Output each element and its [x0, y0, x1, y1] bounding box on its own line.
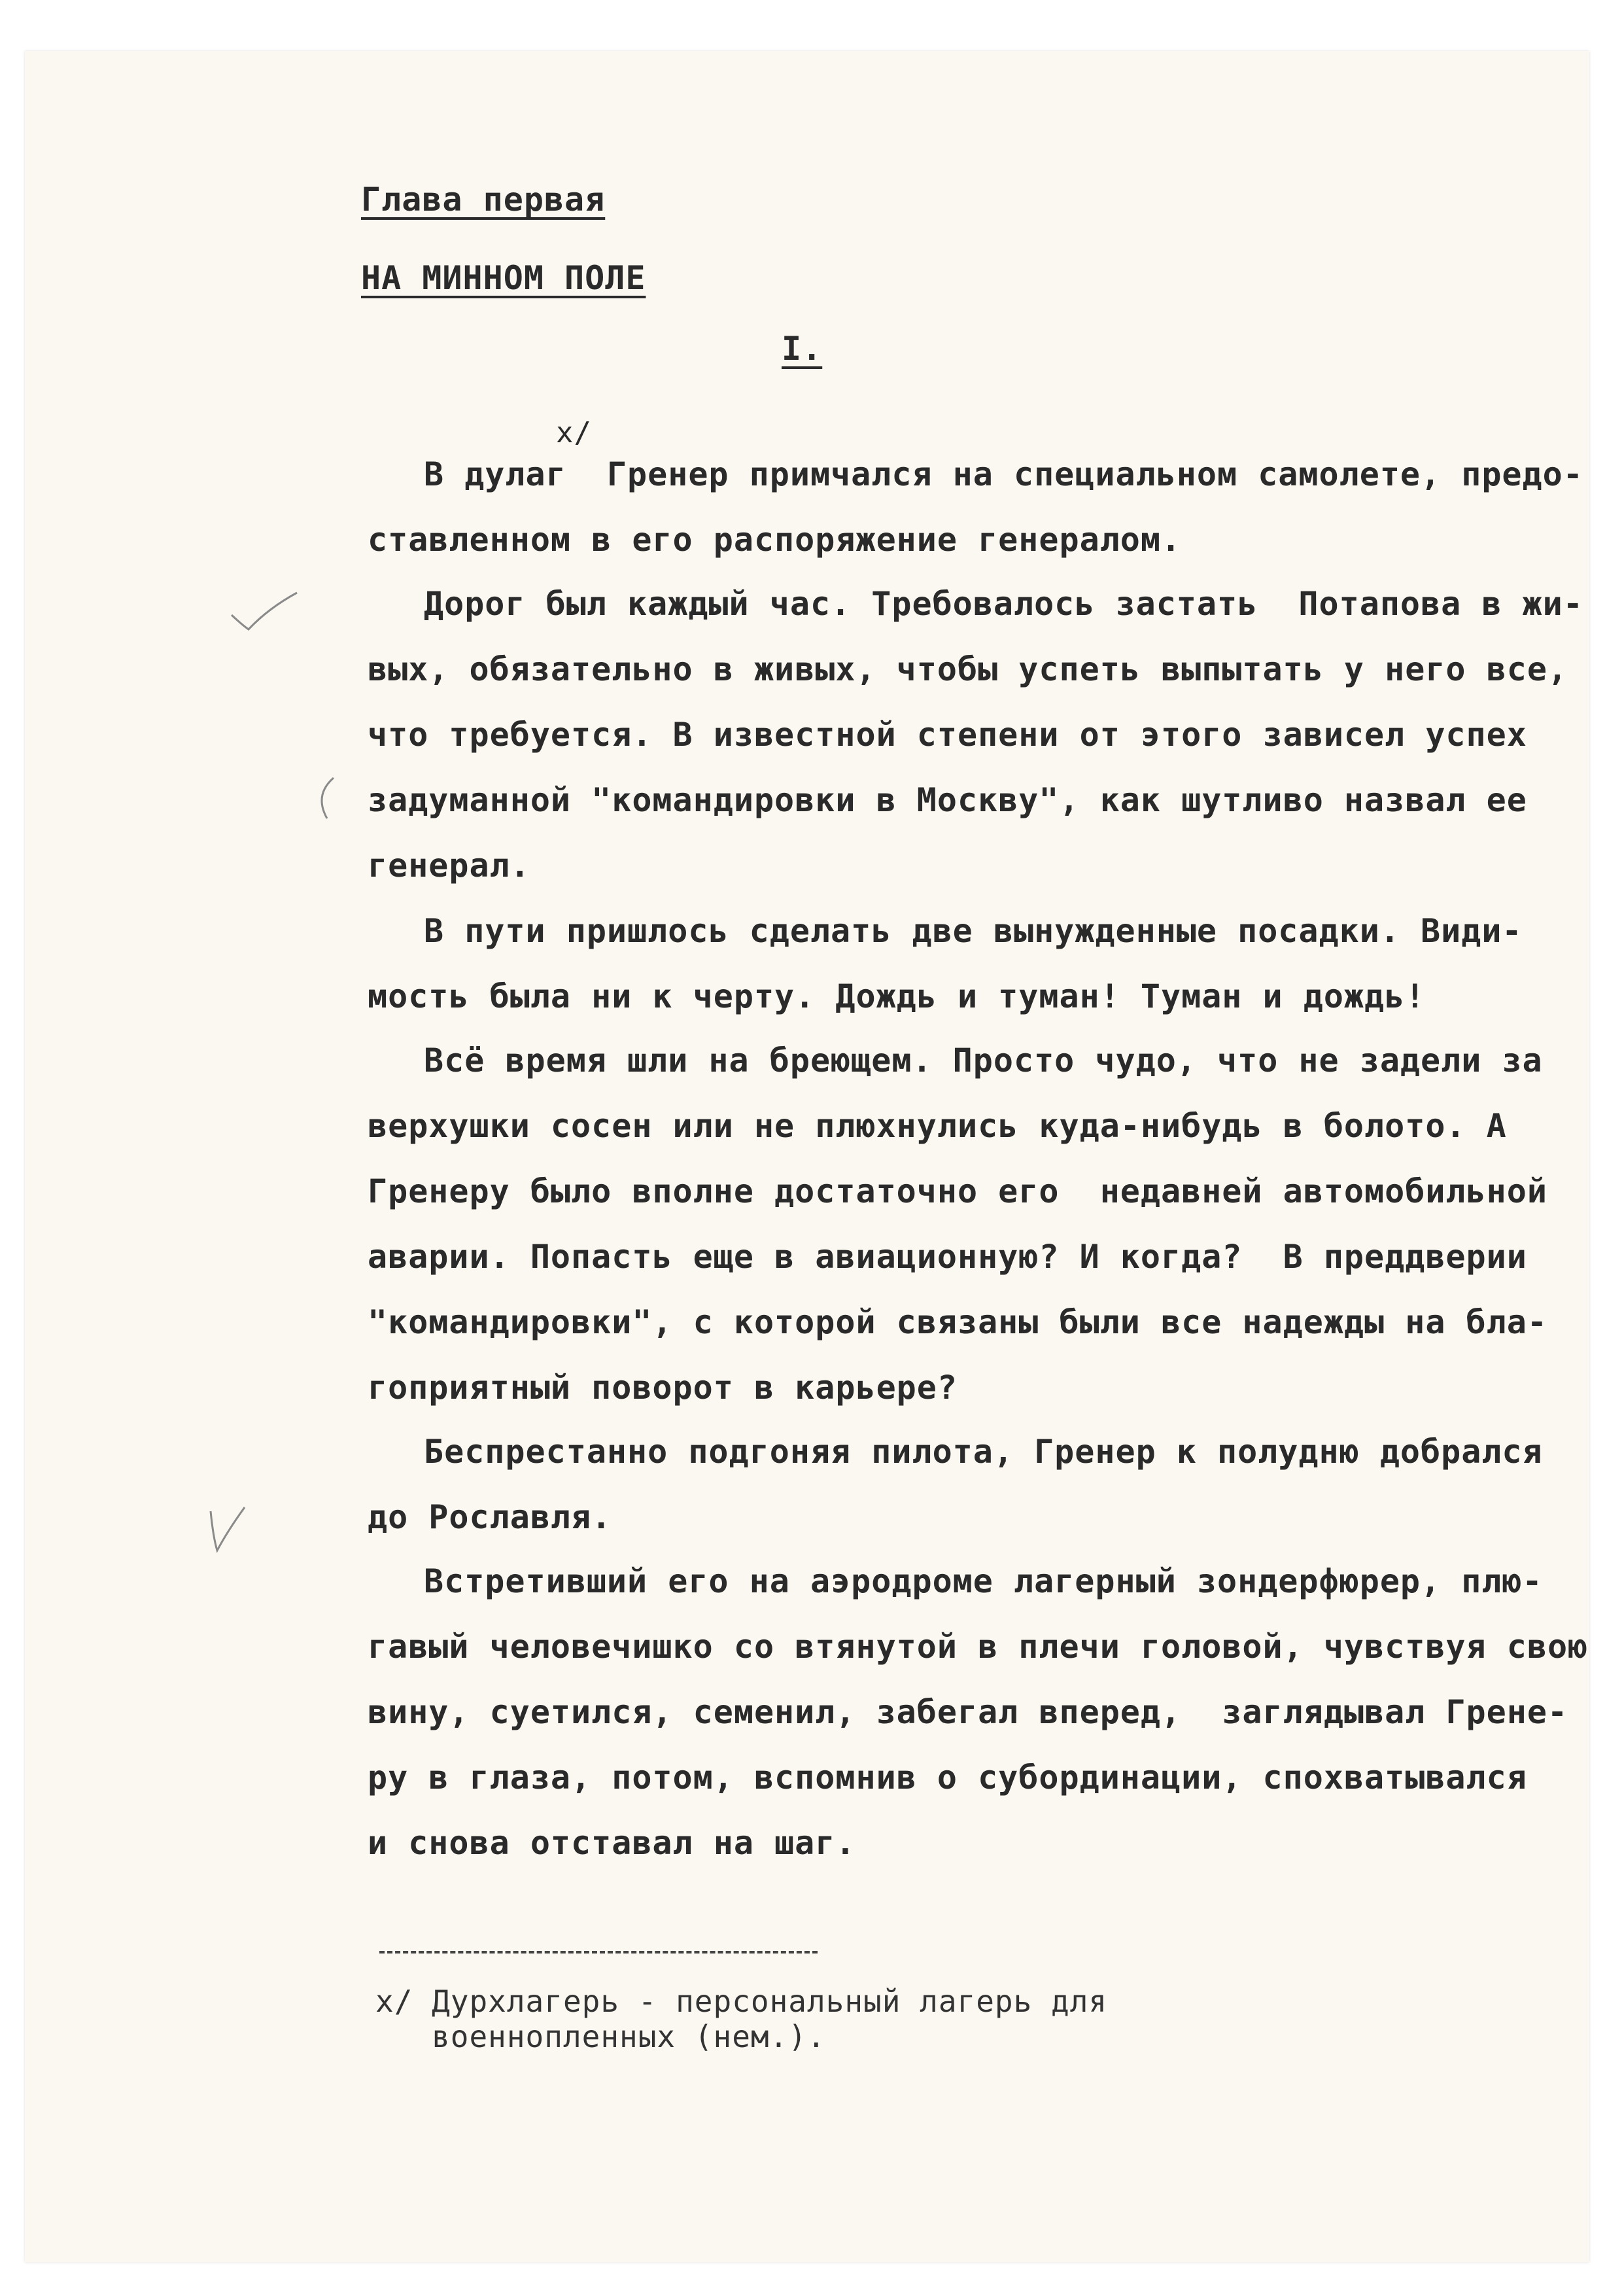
paragraph-line: В пути пришлось сделать две вынужденные посадки. Види-: [424, 912, 1523, 950]
footnote-line: х/ Дурхлагерь - персональный лагерь для: [375, 1984, 1108, 2019]
pencil-check-mark-icon: [229, 589, 301, 635]
section-number: I.: [782, 330, 823, 368]
footnote-separator: [379, 1951, 818, 1953]
paragraph-line: аварии. Попасть еще в авиационную? И когда? В преддверии: [368, 1238, 1527, 1276]
typewritten-page: [25, 51, 1589, 2262]
paragraph-line: вых, обязательно в живых, чтобы успеть выпытать у него все,: [368, 650, 1568, 688]
paragraph-line: Беспрестанно подгоняя пилота, Гренер к полудню добрался: [424, 1433, 1543, 1471]
paragraph-line: ру в глаза, потом, вспомнив о субординации, спохватывался: [368, 1759, 1527, 1796]
paragraph-line: Встретивший его на аэродроме лагерный зондерфюрер, плю-: [424, 1562, 1543, 1600]
paragraph-line: ставленном в его распоряжение генералом.: [368, 521, 1182, 559]
paragraph-line: Дорог был каждый час. Требовалось застать Потапова в жи-: [424, 585, 1583, 623]
paragraph-line: Всё время шли на бреющем. Просто чудо, что не задели за: [424, 1042, 1543, 1079]
paragraph-line: "командировки", с которой связаны были все надежды на бла-: [368, 1303, 1547, 1341]
footnote-line: военнопленных (нем.).: [375, 2019, 826, 2054]
paragraph-line: вину, суетился, семенил, забегал вперед, заглядывал Грене-: [368, 1693, 1568, 1731]
pencil-bracket-mark-icon: [307, 775, 340, 821]
paragraph-line: верхушки сосен или не плюхнулись куда-нибудь в болото. А: [368, 1107, 1507, 1145]
paragraph-line: до Рославля.: [368, 1498, 612, 1536]
paragraph-line: гавый человечишко со втянутой в плечи головой, чувствуя свою: [368, 1628, 1589, 1666]
paragraph-line: генерал.: [368, 847, 530, 885]
paragraph-line: что требуется. В известной степени от этого зависел успех: [368, 716, 1527, 754]
chapter-subtitle: НА МИННОМ ПОЛЕ: [361, 259, 646, 297]
paragraph-line: задуманной "командировки в Москву", как шутливо назвал ее: [368, 781, 1527, 819]
footnote-marker: х/: [556, 416, 592, 449]
pencil-check-mark-icon: [208, 1505, 247, 1554]
paragraph-line: мость была ни к черту. Дождь и туман! Туман и дождь!: [368, 977, 1426, 1015]
paragraph-line: Гренеру было вполне достаточно его недавней автомобильной: [368, 1172, 1547, 1210]
paragraph-line: гоприятный поворот в карьере?: [368, 1369, 958, 1407]
chapter-title: Глава первая: [361, 181, 606, 219]
paragraph-line: и снова отставал на шаг.: [368, 1824, 856, 1862]
paragraph-line: В дулаг Гренер примчался на специальном самолете, предо-: [424, 455, 1583, 493]
